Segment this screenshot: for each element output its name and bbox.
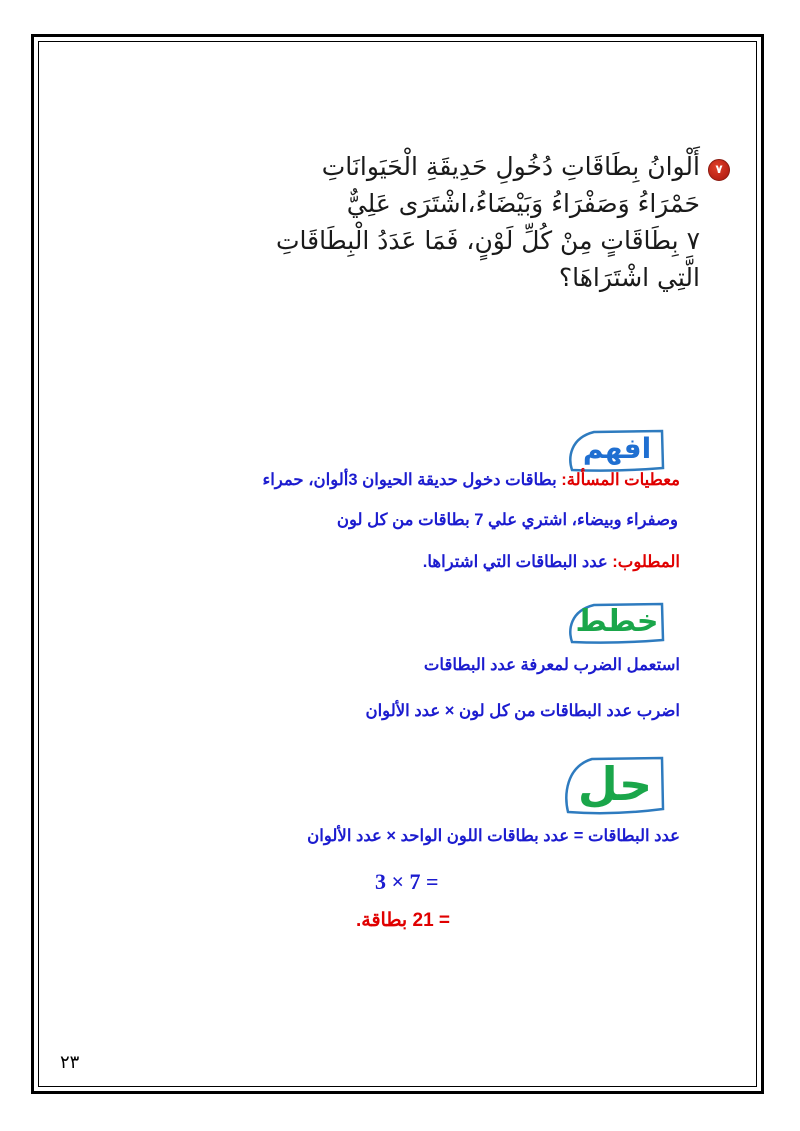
page-number: ٢٣ bbox=[60, 1052, 80, 1073]
understand-badge bbox=[566, 428, 668, 474]
solve-formula: عدد البطاقات = عدد بطاقات اللون الواحد × عدد الألوان bbox=[307, 827, 680, 845]
givens-continuation: وصفراء وبيضاء، اشتري علي 7 بطاقات من كل لون bbox=[336, 511, 678, 529]
plan-line-2: اضرب عدد البطاقات من كل لون × عدد الألوان bbox=[365, 702, 680, 720]
plan-line-1: استعمل الضرب لمعرفة عدد البطاقات bbox=[423, 656, 680, 674]
required-label: المطلوب: bbox=[612, 553, 680, 571]
required-text: عدد البطاقات التي اشتراها. bbox=[422, 553, 613, 571]
solve-calculation: 3 × 7 = bbox=[375, 869, 439, 894]
problem-line: حَمْرَاءُ وَصَفْرَاءُ وَبَيْضَاءُ،اشْتَرَى عَلِيٌّ bbox=[346, 189, 700, 218]
solve-badge-label: حل bbox=[577, 757, 653, 811]
problem-statement bbox=[240, 148, 700, 296]
problem-line: الَّتِي اشْتَرَاهَا؟ bbox=[558, 263, 700, 292]
givens-text: بطاقات دخول حديقة الحيوان 3ألوان، حمراء bbox=[262, 471, 562, 489]
question-number-badge: ٧ bbox=[708, 159, 730, 181]
required-line bbox=[423, 552, 680, 572]
understand-badge-label: افهم bbox=[582, 432, 652, 465]
solve-badge bbox=[562, 755, 668, 817]
givens-line bbox=[262, 470, 680, 490]
givens-label: معطيات المسألة: bbox=[561, 471, 680, 489]
solve-result: = 21 بطاقة. bbox=[356, 910, 451, 931]
plan-badge bbox=[566, 602, 668, 646]
problem-line: أَلْوانُ بِطَاقَاتِ دُخُولِ حَدِيقَةِ الْحَيَوانَاتِ bbox=[321, 152, 700, 181]
plan-badge-label: خطط bbox=[575, 604, 659, 639]
problem-line: ٧ بِطَاقَاتٍ مِنْ كُلِّ لَوْنٍ، فَمَا عَدَدُ الْبِطَاقَاتِ bbox=[276, 226, 700, 255]
